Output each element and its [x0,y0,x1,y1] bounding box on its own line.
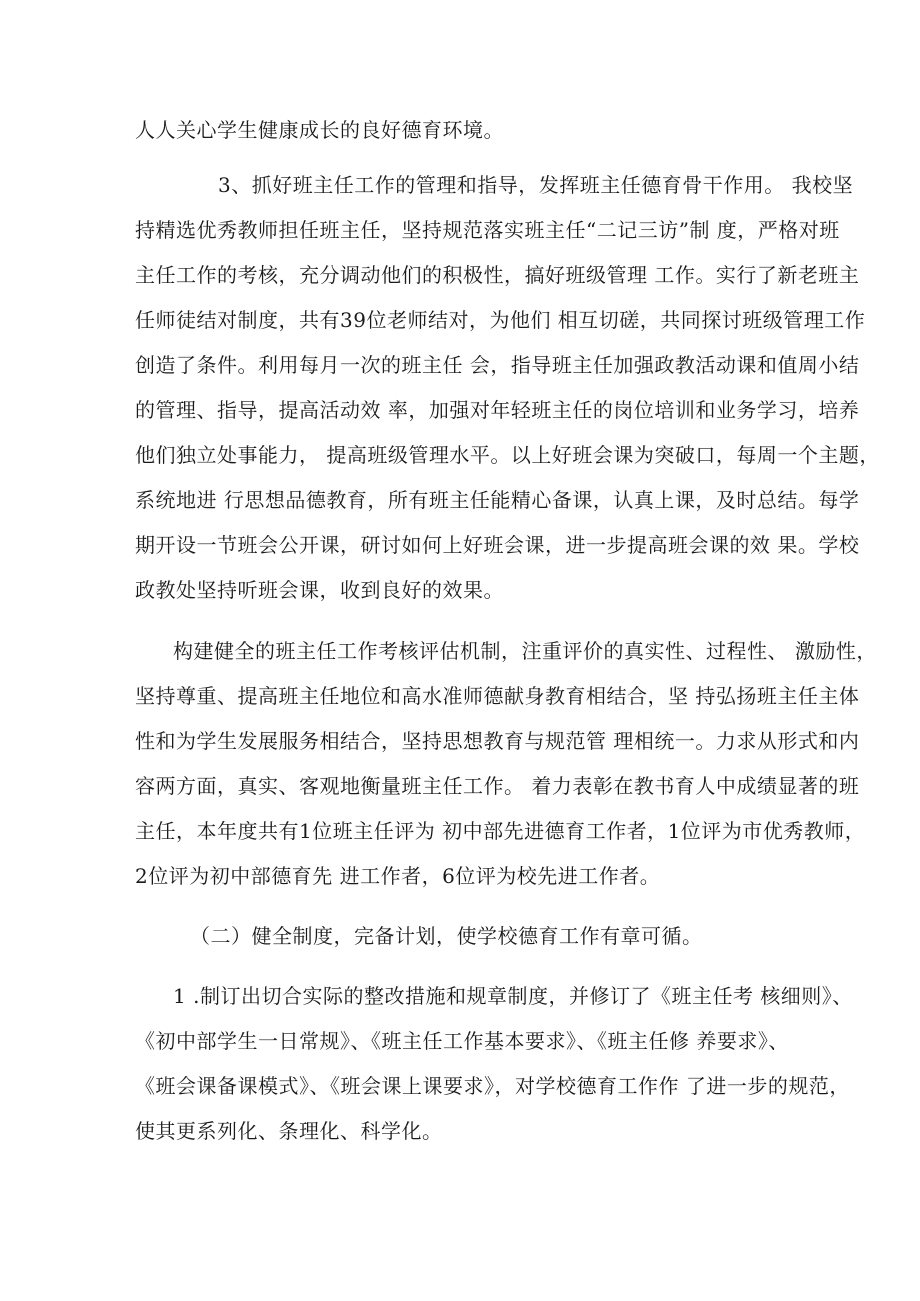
text-line: 主任工作的考核，充分调动他们的积极性，搞好班级管理 工作。实行了新老班主 [135,263,860,287]
text-line: 系统地进 行思想品德教育，所有班主任能精心备课，认真上课，及时总结。每学 [135,488,860,512]
text-line: 2位评为初中部德育先 进工作者，6位评为校先进工作者。 [135,864,661,888]
section-heading: （二）健全制度，完备计划，使学校德育工作有章可循。 [190,924,703,948]
text-line: 主任，本年度共有1位班主任评为 初中部先进德育工作者，1位评为市优秀教师， [135,819,866,843]
text-line: 容两方面，真实、客观地衡量班主任工作。 着力表彰在教书育人中成绩显著的班 [135,774,860,798]
text-line: 3、抓好班主任工作的管理和指导，发挥班主任德育骨干作用。 我校坚 [218,173,854,197]
text-line: 使其更系列化、条理化、科学化。 [135,1119,443,1143]
text-line: 《班会课备课模式》、《班会课上课要求》，对学校德育工作作 了进一步的规范， [135,1074,850,1098]
text-line: 《初中部学生一日常规》、《班主任工作基本要求》、《班主任修 养要求》、 [135,1029,789,1053]
text-line: 政教处坚持听班会课，收到良好的效果。 [135,578,504,602]
text-line: 持精选优秀教师担任班主任，坚持规范落实班主任“二记三访”制 度，严格对班 [135,218,840,242]
text-line: 期开设一节班会公开课，研讨如何上好班会课，进一步提高班会课的效 果。学校 [135,533,860,557]
text-line: 性和为学生发展服务相结合，坚持思想教育与规范管 理相统一。力求从形式和内 [135,729,860,753]
text-line: 构建健全的班主任工作考核评估机制，注重评价的真实性、过程性、 激励性， [173,639,877,663]
text-line: 1 .制订出切合实际的整改措施和规章制度，并修订了《班主任考 核细则》、 [173,984,853,1008]
text-line: 的管理、指导，提高活动效 率，加强对年轻班主任的岗位培训和业务学习，培养 [135,398,860,422]
text-line: 他们独立处事能力， 提高班级管理水平。以上好班会课为突破口，每周一个主题， [135,443,880,467]
text-line: 任师徒结对制度，共有39位老师结对，为他们 相互切磋，共同探讨班级管理工作 [135,308,866,332]
text-line: 坚持尊重、提高班主任地位和高水准师德献身教育相结合，坚 持弘扬班主任主体 [135,684,860,708]
text-line: 人人关心学生健康成长的良好德育环境。 [135,118,504,142]
text-line: 创造了条件。利用每月一次的班主任 会，指导班主任加强政教活动课和值周小结 [135,353,860,377]
